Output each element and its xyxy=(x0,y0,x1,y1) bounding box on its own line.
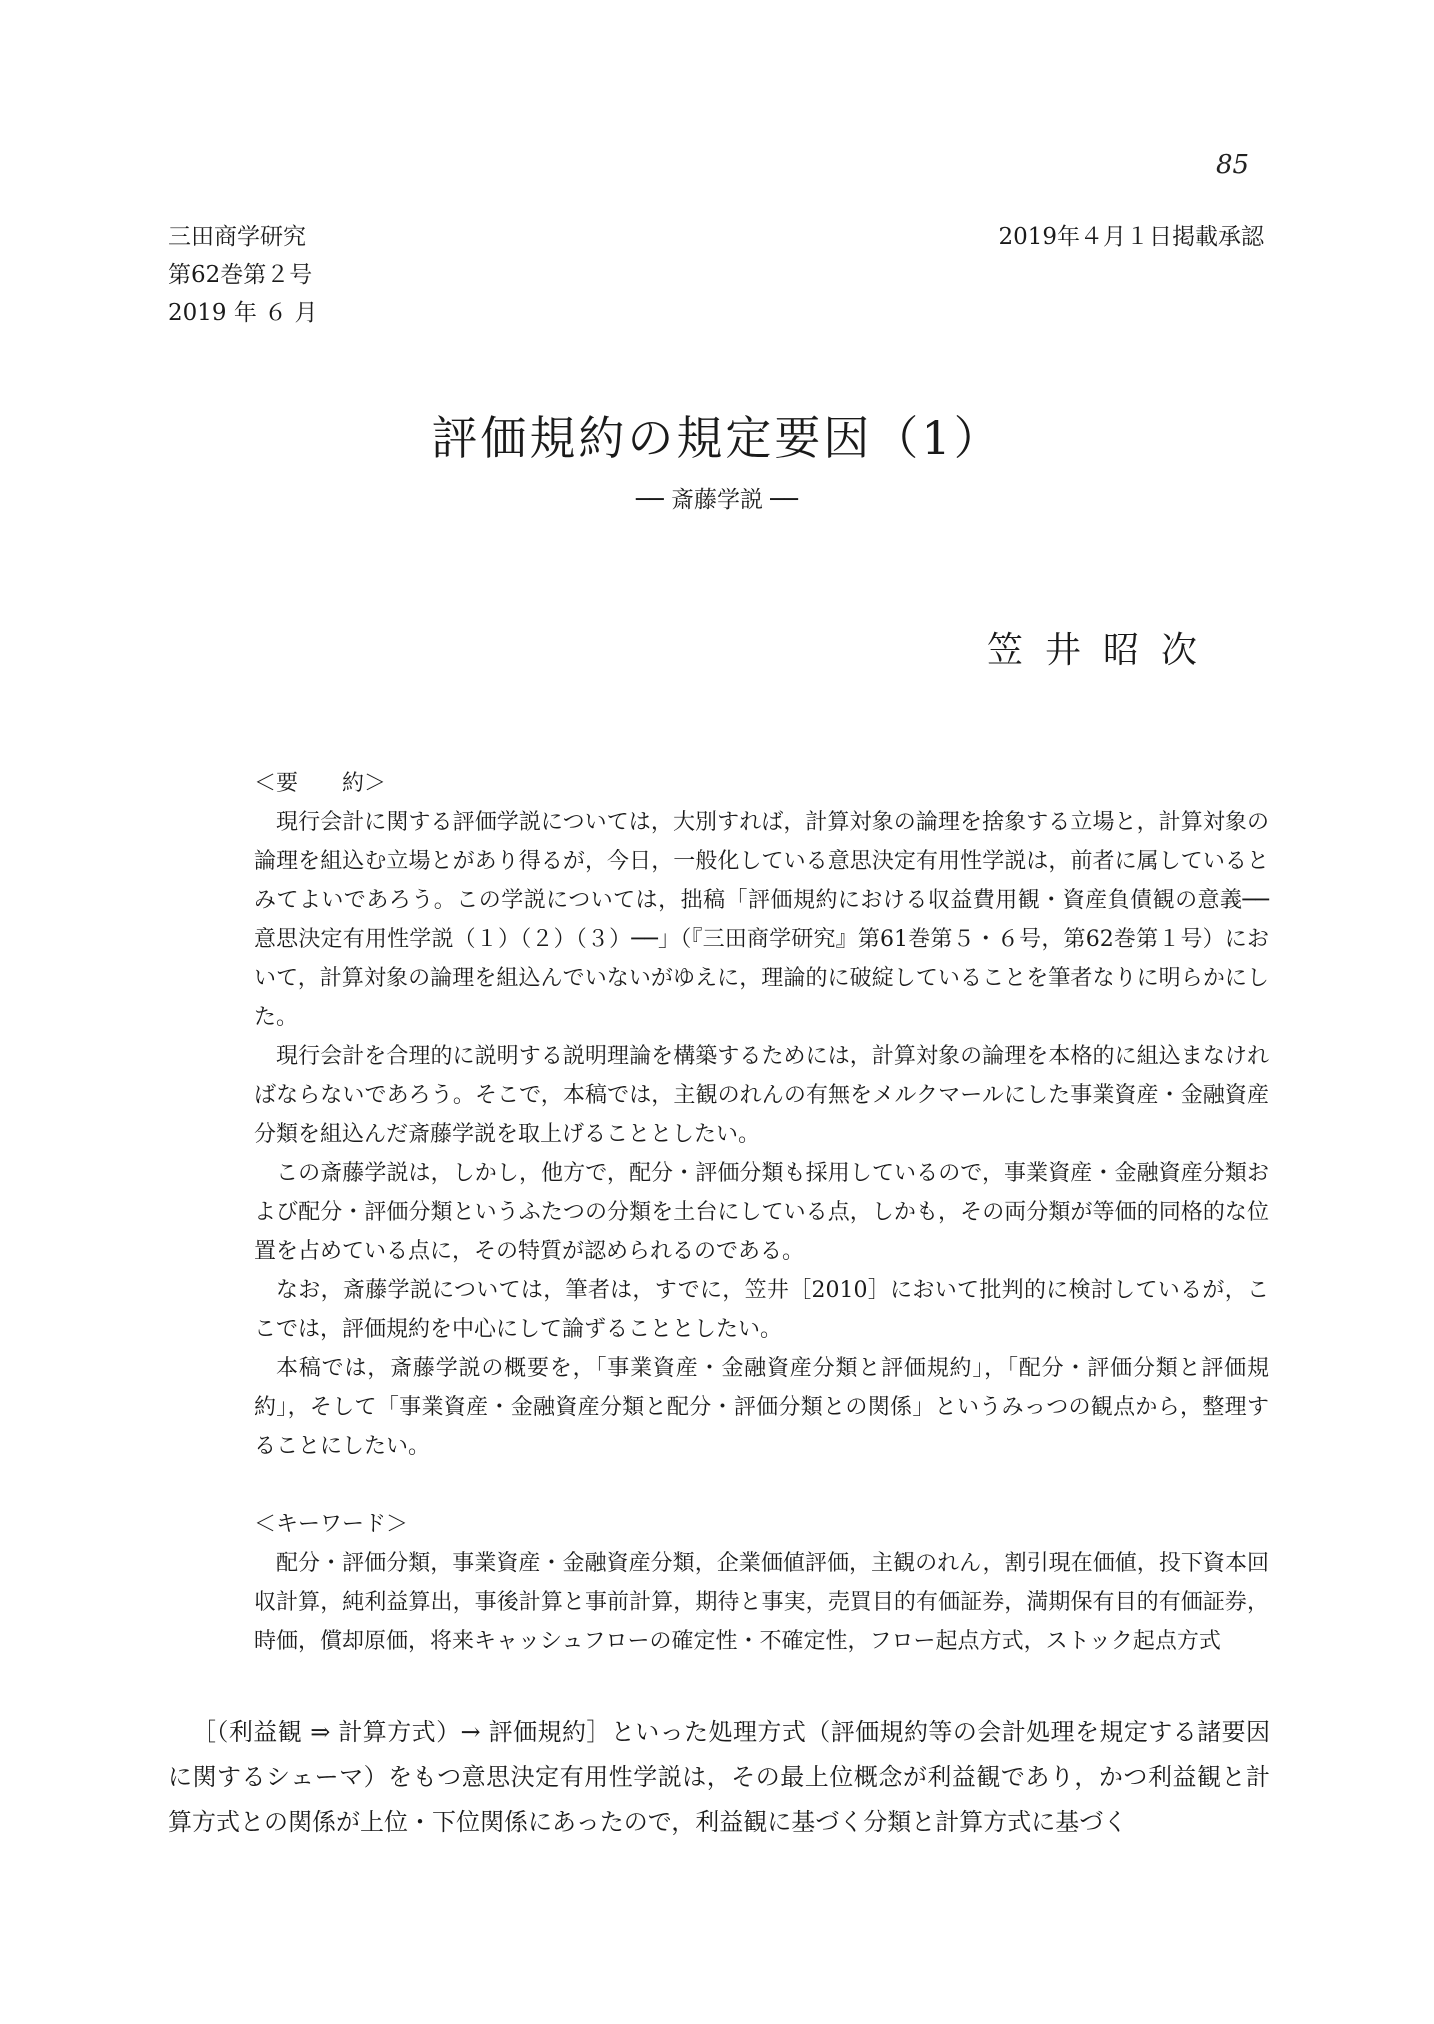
journal-meta xyxy=(168,218,317,332)
abstract-paragraph: 現行会計を合理的に説明する説明理論を構築するためには，計算対象の論理を本格的に組込まなければならないであろう。そこで，本稿では，主観のれんの有無をメルクマールにした事業資産・金融資産分類を組込んだ斎藤学説を取上げることとしたい。 xyxy=(254,1044,1269,1147)
abstract-section xyxy=(254,764,1269,1661)
journal-name: 三田商学研究 xyxy=(168,224,306,250)
abstract-paragraph: 本稿では，斎藤学説の概要を，「事業資産・金融資産分類と評価規約」，「配分・評価分類と評価規約」，そして「事業資産・金融資産分類と配分・評価分類との関係」というみっつの観点から，整理することにしたい。 xyxy=(254,1356,1269,1459)
abstract-paragraph: なお，斎藤学説については，筆者は，すでに，笠井［2010］において批判的に検討しているが，ここでは，評価規約を中心にして論ずることとしたい。 xyxy=(254,1278,1269,1342)
approval-date: 2019年４月１日掲載承認 xyxy=(998,224,1264,250)
paper-subtitle: ── 斎藤学説 ── xyxy=(635,487,798,513)
page-number: 85 xyxy=(1216,150,1250,180)
abstract-paragraph: 現行会計に関する評価学説については，大別すれば，計算対象の論理を捨象する立場と，計算対象の論理を組込む立場とがあり得るが，今日，一般化している意思決定有用性学説は，前者に属しているとみてよいであろう。この学説については，拙稿「評価規約における収益費用観・資産負債観の意義──意思決定有用性学説（１）（２）（３）──」（『三田商学研究』第61巻第５・６号，第62巻第１号）において，計算対象の論理を組込んでいないがゆえに，理論的に破綻していることを筆者なりに明らかにした。 xyxy=(254,810,1269,1030)
author-name: 笠井昭次 xyxy=(986,630,1219,671)
journal-volume-issue: 第62巻第２号 xyxy=(168,262,313,288)
journal-date: 2019 年 ６ 月 xyxy=(168,300,318,326)
keywords-heading: ＜キーワード＞ xyxy=(254,1512,409,1537)
paper-title: 評価規約の規定要因（1） xyxy=(431,411,1003,465)
abstract-paragraph: この斎藤学説は，しかし，他方で，配分・評価分類も採用しているので，事業資産・金融資産分類および配分・評価分類というふたつの分類を土台にしている点，しかも，その両分類が等価的同格的な位置を占めている点に，その特質が認められるのである。 xyxy=(254,1161,1269,1264)
abstract-heading: ＜要 約＞ xyxy=(254,771,387,796)
body-text xyxy=(168,1710,1270,1845)
keywords-list: 配分・評価分類，事業資産・金融資産分類，企業価値評価，主観のれん，割引現在価値，投下資本回収計算，純利益算出，事後計算と事前計算，期待と事実，売買目的有価証券，満期保有目的有価証券，時価，償却原価，将来キャッシュフローの確定性・不確定性，フロー起点方式，ストック起点方式 xyxy=(254,1551,1269,1654)
body-paragraph: ［（利益観 ⇒ 計算方式）→ 評価規約］といった処理方式（評価規約等の会計処理を規定する諸要因に関するシェーマ）をもつ意思決定有用性学説は，その最上位概念が利益観であり，かつ利益観と計算方式との関係が上位・下位関係にあったので，利益観に基づく分類と計算方式に基づく xyxy=(168,1718,1270,1836)
